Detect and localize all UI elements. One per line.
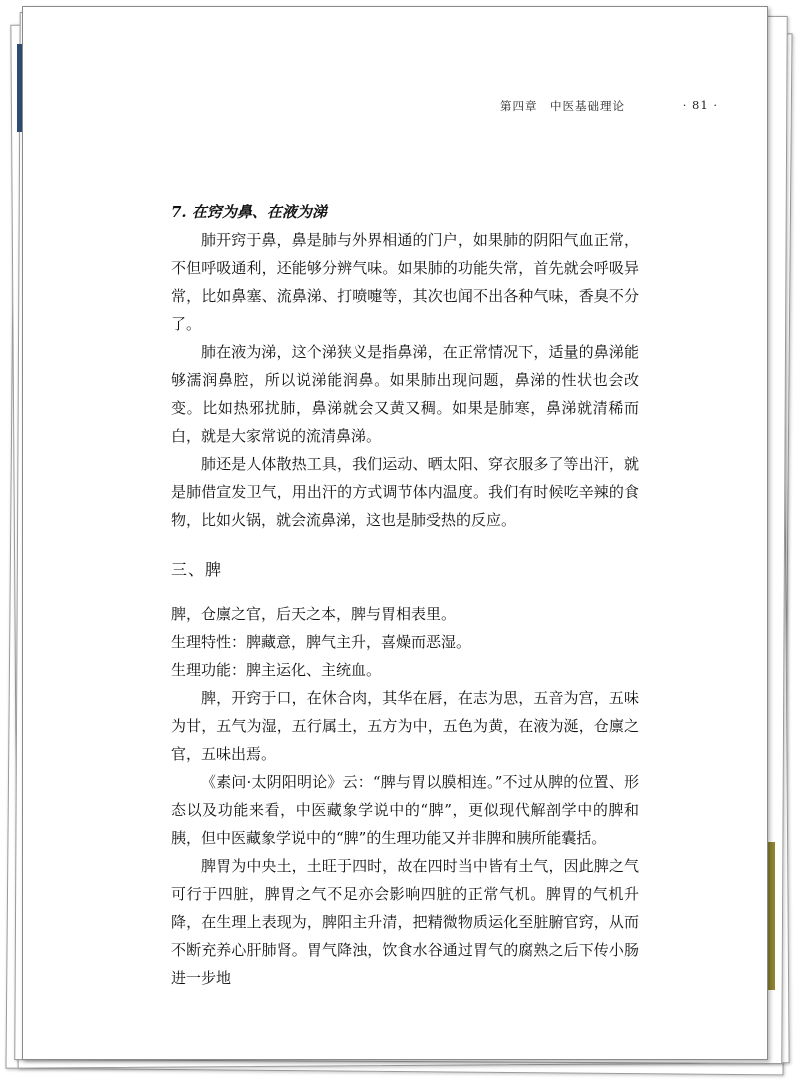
section-heading: 三、脾 [171, 560, 223, 579]
paragraph: 脾，开窍于口，在休合肉，其华在唇，在志为思，五音为宫，五味为甘，五气为湿，五行属土，五方为中，五色为黄，在液为涎，仓廪之官，五味出焉。 [171, 689, 639, 763]
cover-edge-olive [768, 842, 775, 990]
paragraph: 脾胃为中央土，土旺于四时，故在四时当中皆有土气，因此脾之气可行于四脏，脾胃之气不足亦会影响四脏的正常气机。脾胃的气机升降，在生理上表现为，脾阳主升清，把精微物质运化至脏腑官窍，从而不断充养心肝肺肾。胃气降浊，饮食水谷通过胃气的腐熟之后下传小肠进一步地 [171, 857, 639, 987]
paragraph: 脾，仓廪之官，后天之本，脾与胃相表里。 [171, 605, 457, 623]
page-body [171, 198, 639, 992]
chapter-title: 第四章 中医基础理论 [500, 99, 625, 113]
page-number: · 81 · [682, 98, 718, 112]
paragraph: 肺还是人体散热工具，我们运动、晒太阳、穿衣服多了等出汗，就是肺借宣发卫气，用出汗的方式调节体内温度。我们有时候吃辛辣的食物，比如火锅，就会流鼻涕，这也是肺受热的反应。 [171, 455, 639, 529]
running-header [500, 98, 730, 114]
paragraph: 肺开窍于鼻，鼻是肺与外界相通的门户，如果肺的阴阳气血正常，不但呼吸通利，还能够分辨气味。如果肺的功能失常，首先就会呼吸异常，比如鼻塞、流鼻涕、打喷嚏等，其次也闻不出各种气味，香臭不分了。 [171, 231, 639, 333]
paragraph: 生理特性：脾藏意，脾气主升，喜燥而恶湿。 [171, 633, 472, 651]
paragraph: 生理功能：脾主运化、主统血。 [171, 661, 382, 679]
paragraph: 肺在液为涕，这个涕狭义是指鼻涕，在正常情况下，适量的鼻涕能够濡润鼻腔，所以说涕能润鼻。如果肺出现问题，鼻涕的性状也会改变。比如热邪扰肺，鼻涕就会又黄又稠。如果是肺寒，鼻涕就清稀而白，就是大家常说的流清鼻涕。 [171, 343, 639, 445]
paragraph: 《素问·太阴阳明论》云：“脾与胃以膜相连。”不过从脾的位置、形态以及功能来看，中医藏象学说中的“脾”，更似现代解剖学中的脾和胰，但中医藏象学说中的“脾”的生理功能又并非脾和胰所能囊括。 [171, 773, 639, 847]
section-heading: 7. 在窍为鼻、在液为涕 [171, 203, 327, 221]
